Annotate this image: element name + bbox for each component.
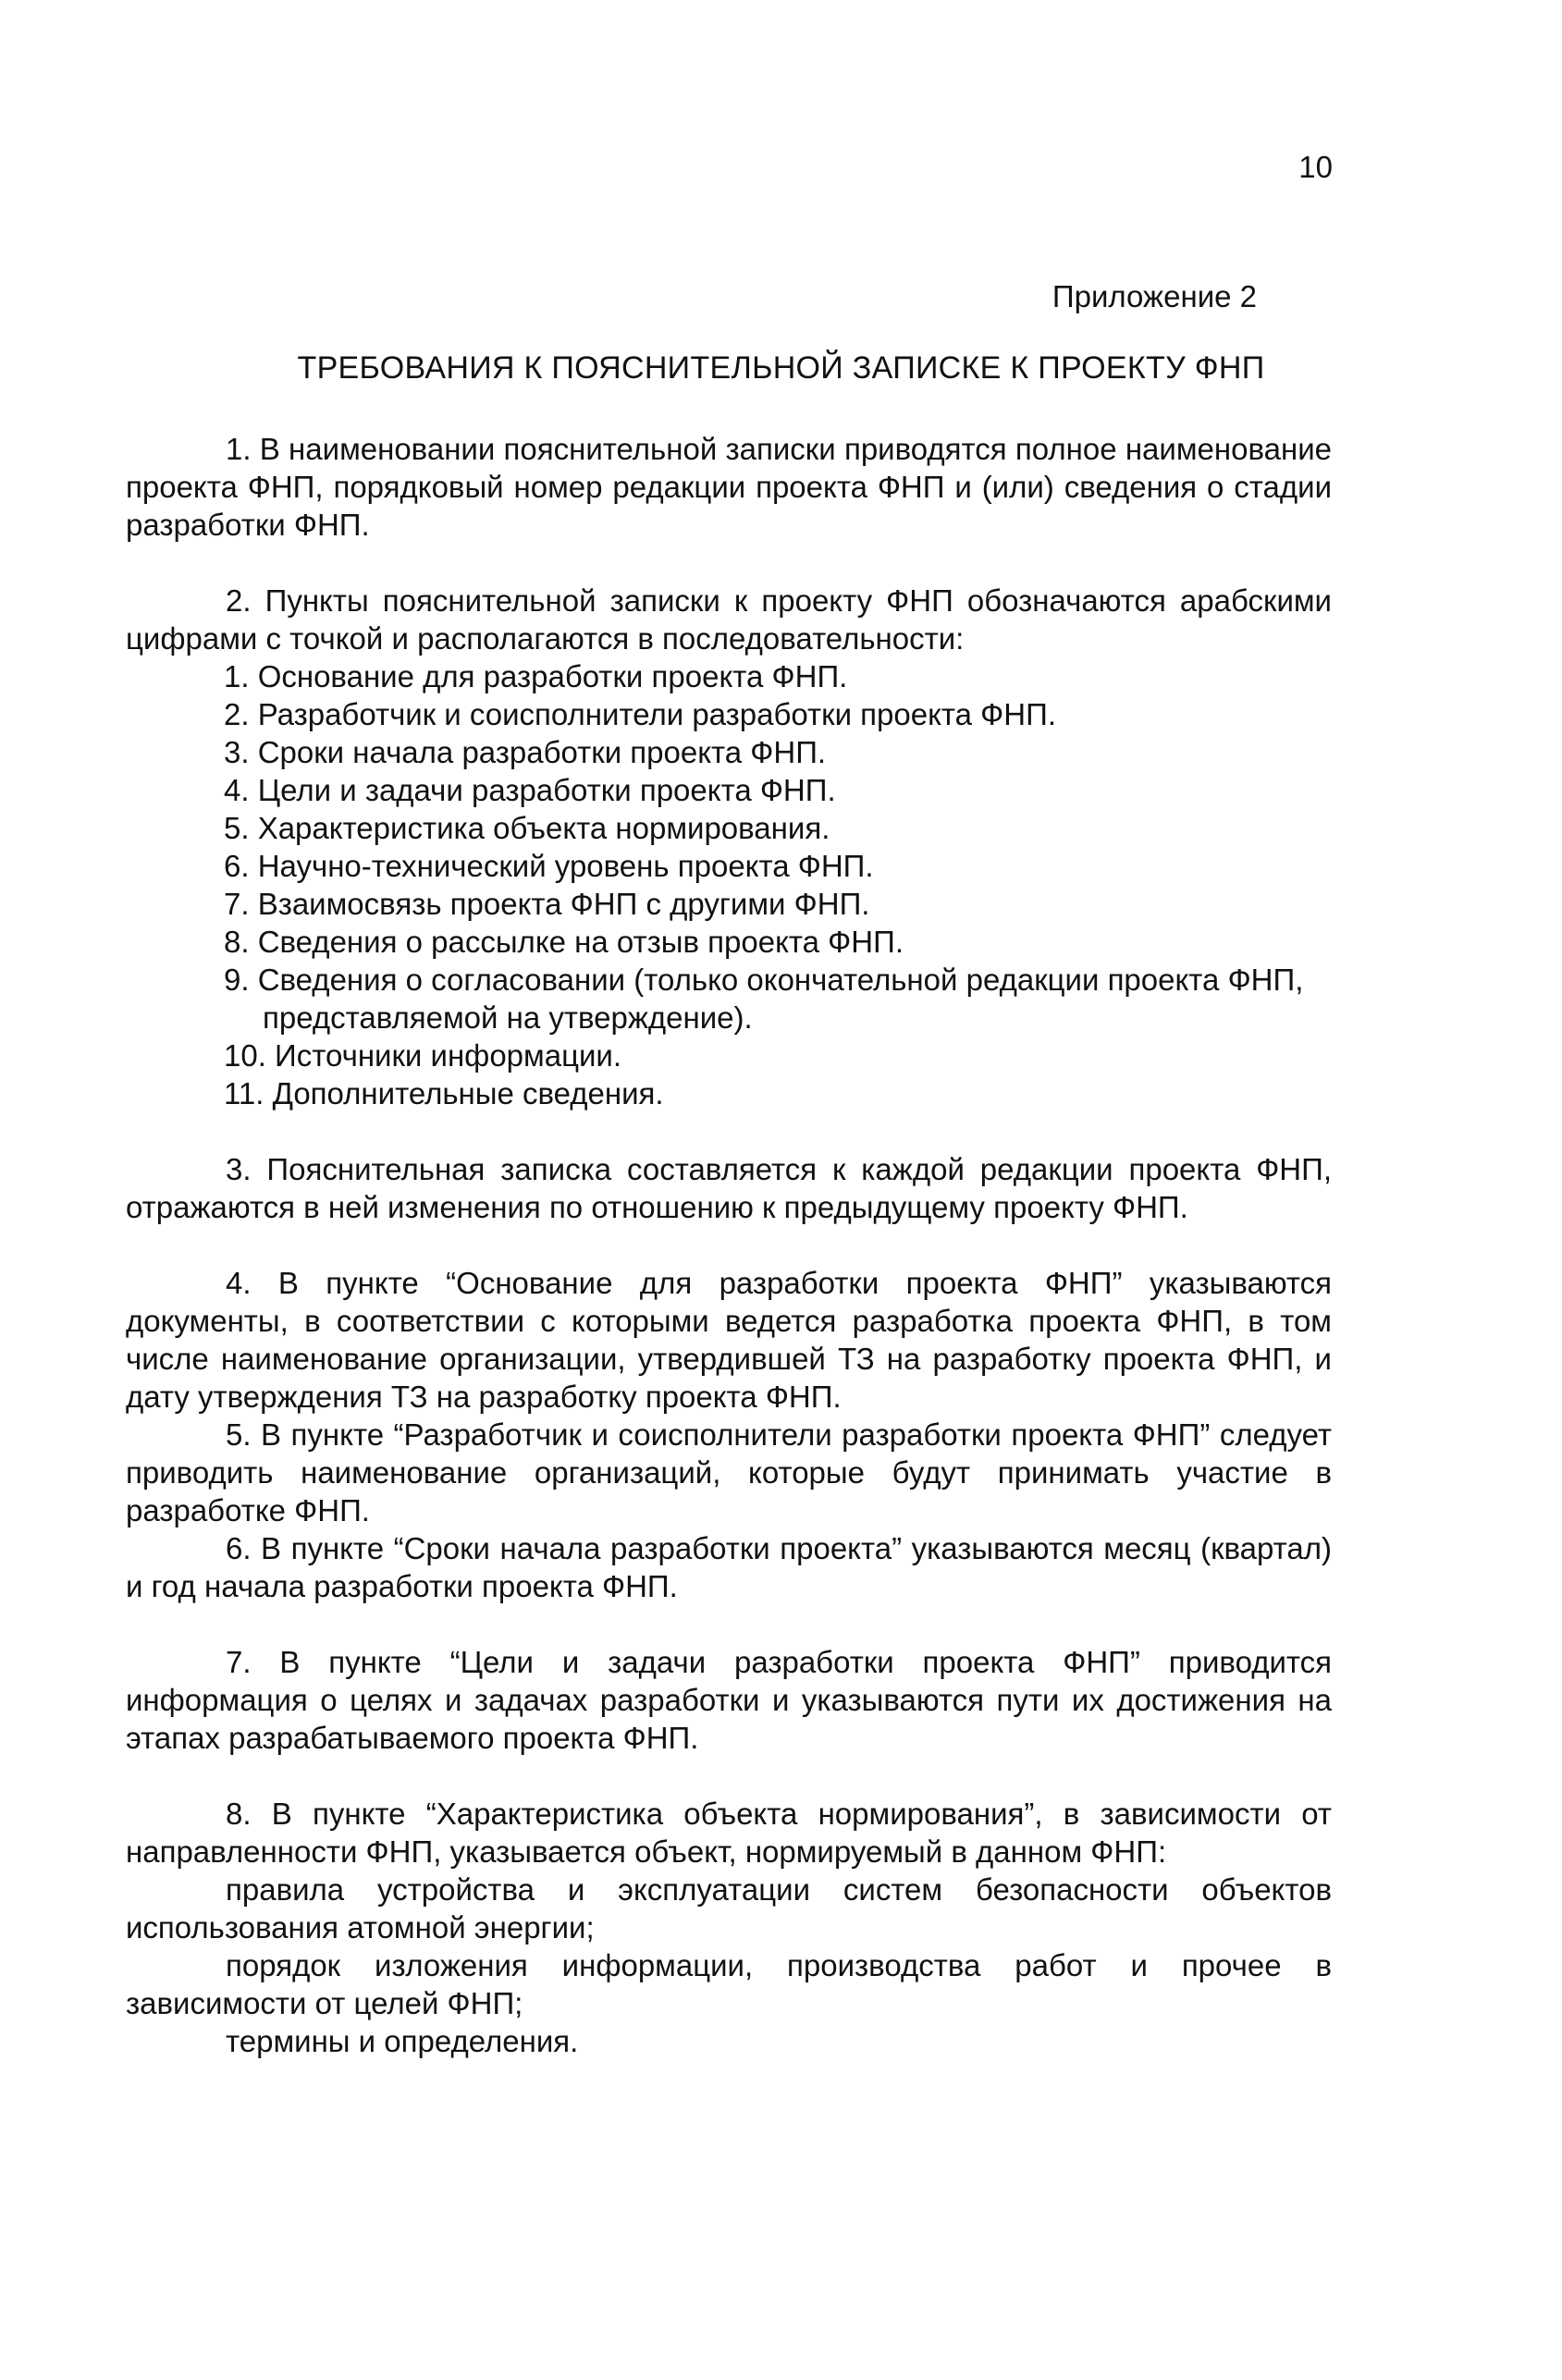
list-item: 8. Сведения о рассылке на отзыв проекта ФНП. xyxy=(224,925,904,959)
paragraph-2: 2. Пункты пояснительной записки к проекту ФНП обозначаются арабскими цифрами с точкой и располагаются в последовательности: xyxy=(126,583,1332,656)
paragraph-6: 6. В пункте “Сроки начала разработки проекта” указываются месяц (квартал) и год начала разработки проекта ФНП. xyxy=(126,1531,1332,1603)
paragraph-4: 4. В пункте “Основание для разработки проекта ФНП” указываются документы, в соответствии с которыми ведется разработка проекта ФНП, в том числе наименование организации, утвердившей ТЗ на разработку проекта ФНП, и дату утверждения ТЗ на разработку проекта ФНП. xyxy=(126,1266,1332,1414)
paragraph-8: 8. В пункте “Характеристика объекта нормирования”, в зависимости от направленности ФНП, указывается объект, нормируемый в данном ФНП: xyxy=(126,1797,1332,1869)
list-item: 7. Взаимосвязь проекта ФНП с другими ФНП. xyxy=(224,887,870,921)
appendix-label: Приложение 2 xyxy=(1052,279,1257,313)
points-list xyxy=(126,657,1332,1112)
paragraph-8-item-b: порядок изложения информации, производства работ и прочее в зависимости от целей ФНП; xyxy=(126,1948,1332,2020)
list-item: 2. Разработчик и соисполнители разработки проекта ФНП. xyxy=(224,697,1056,731)
paragraph-1: 1. В наименовании пояснительной записки приводятся полное наименование проекта ФНП, порядковый номер редакции проекта ФНП и (или) сведения о стадии разработки ФНП. xyxy=(126,432,1332,542)
list-item: 3. Сроки начала разработки проекта ФНП. xyxy=(224,735,827,769)
list-item: 4. Цели и задачи разработки проекта ФНП. xyxy=(224,773,836,807)
list-item: 11. Дополнительные сведения. xyxy=(224,1076,664,1110)
list-item: 1. Основание для разработки проекта ФНП. xyxy=(224,659,848,693)
list-item: 5. Характеристика объекта нормирования. xyxy=(224,811,830,845)
page-number: 10 xyxy=(1298,150,1333,184)
list-item: 6. Научно-технический уровень проекта ФНП. xyxy=(224,849,874,883)
paragraph-8-item-c: термины и определения. xyxy=(226,2024,579,2058)
paragraph-8-item-a: правила устройства и эксплуатации систем безопасности объектов использования атомной энергии; xyxy=(126,1872,1332,1944)
document-body xyxy=(126,430,1332,2060)
paragraph-5: 5. В пункте “Разработчик и соисполнители разработки проекта ФНП” следует приводить наименование организаций, которые будут принимать участие в разработке ФНП. xyxy=(126,1417,1332,1527)
list-item: 9. Сведения о согласовании (только окончательной редакции проекта ФНП, представляемой на утверждение). xyxy=(224,963,1304,1035)
document-title: ТРЕБОВАНИЯ К ПОЯСНИТЕЛЬНОЙ ЗАПИСКЕ К ПРОЕКТУ ФНП xyxy=(297,350,1265,386)
paragraph-3: 3. Пояснительная записка составляется к каждой редакции проекта ФНП, отражаются в ней изменения по отношению к предыдущему проекту ФНП. xyxy=(126,1152,1332,1224)
list-item: 10. Источники информации. xyxy=(224,1038,622,1073)
paragraph-7: 7. В пункте “Цели и задачи разработки проекта ФНП” приводится информация о целях и задачах разработки и указываются пути их достижения на этапах разрабатываемого проекта ФНП. xyxy=(126,1645,1332,1755)
